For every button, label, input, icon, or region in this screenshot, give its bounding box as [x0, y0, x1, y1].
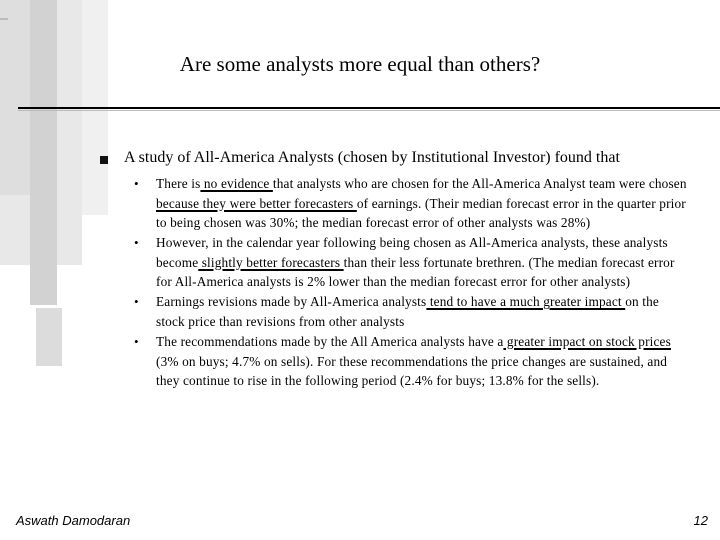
square-bullet-icon [100, 156, 108, 164]
decor-block-6 [0, 18, 8, 20]
main-bullet: A study of All-America Analysts (chosen by Institutional Investor) found that [124, 149, 620, 166]
footer-author: Aswath Damodaran [16, 513, 131, 528]
bullet-text: Earnings revisions made by All-America analysts [156, 294, 427, 310]
sub-bullet [130, 174, 690, 233]
underlined-phrase: greater impact on stock prices [503, 333, 671, 349]
page-number: 12 [693, 513, 708, 528]
underlined-phrase: slightly better forecasters [198, 254, 344, 270]
title-divider-shadow [18, 110, 720, 111]
bullet-text: than their less fortunate brethren. (The median forecast error for All-America analysts is 2% lower than the median forecast error for other analysts) [156, 254, 675, 290]
bullet-dot-icon: • [134, 176, 139, 191]
bullet-dot-icon: • [134, 235, 139, 251]
bullet-text: However, in the calendar year following being chosen as All-America analysts, these analysts become [156, 235, 668, 270]
bullet-text: There is [156, 176, 201, 191]
sub-bullet [130, 332, 690, 391]
bullet-text: that analysts who are chosen for the All-America Analyst team were chosen [272, 176, 687, 191]
bullet-dot-icon: • [134, 333, 139, 349]
bullet-text: of earnings. (Their median forecast error in the quarter prior to being chosen was 30%; the median forecast error of other analysts was 28%) [156, 195, 686, 231]
slide-title: Are some analysts more equal than others? [179, 52, 541, 76]
bullet-dot-icon: • [134, 294, 139, 310]
sub-bullet-list [130, 174, 690, 391]
underlined-phrase: no evidence [200, 176, 273, 191]
sub-bullet [130, 292, 690, 331]
decor-block-5 [36, 308, 62, 366]
decor-block-4 [30, 0, 57, 305]
underlined-phrase: tend to have a much greater impact [426, 294, 626, 310]
sub-bullet [130, 233, 690, 292]
bullet-text: (3% on buys; 4.7% on sells). For these recommendations the price changes are sustained, and they continue to rise in the following period (2.4% for buys; 13.8% for the sells). [156, 353, 668, 389]
title-divider [18, 107, 720, 109]
bullet-text: on the stock price than revisions from other analysts [156, 294, 659, 329]
bullet-text: The recommendations made by the All America analysts have a [156, 333, 504, 349]
underlined-phrase: because they were better forecasters [156, 195, 357, 211]
